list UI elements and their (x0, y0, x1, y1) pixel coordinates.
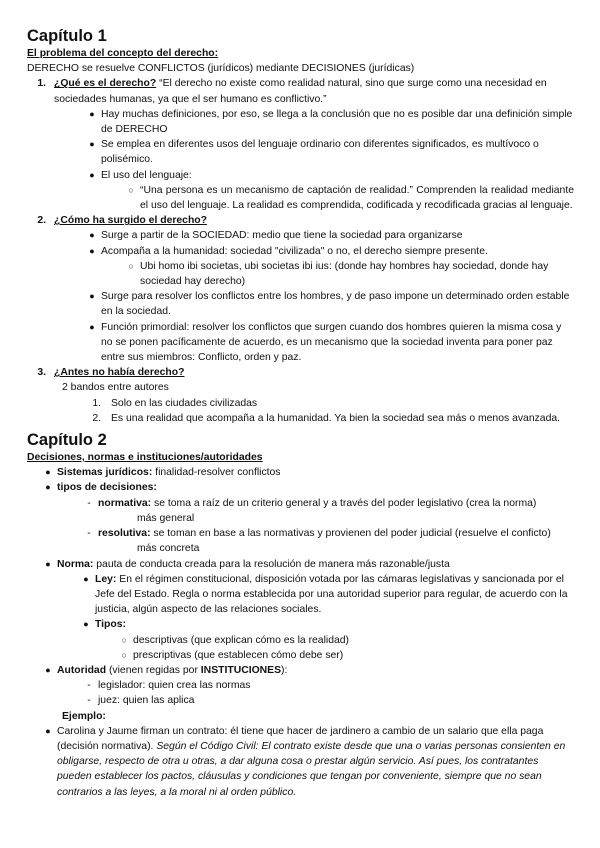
list-item: ● Carolina y Jaume firman un contrato: él tiene que hacer de jardinero a cambio de un salario que ella paga (decisión normativa). Según el Código Civil: El contrato existe desde que una o varias personas consienten en obligarse, respecto de otra u otras, a dar alguna cosa o prestar algún servicio. Así pues, los contratantes pueden establecer los pactos, cláusulas y condiciones que tengan por conveniente, siempre que no sean contrarios a las leyes, a la moral ni al orden público. (39, 724, 574, 800)
bullet-icon: ● (89, 291, 95, 302)
list-item: - normativa: se toma a raíz de un criterio general y a través del poder legislativo (crea la norma) (80, 496, 574, 511)
normativa-extra: más general (137, 512, 195, 524)
bullet-icon: ● (45, 725, 51, 736)
circle-bullet-icon: ○ (121, 649, 127, 660)
question-1-title: ¿Qué es el derecho? (54, 78, 157, 90)
resolutiva-extra: más concreta (137, 543, 200, 555)
bullet-icon: ● (83, 619, 89, 630)
chapter-2-title: Capítulo 2 (27, 431, 107, 450)
circle-bullet-icon: ○ (128, 260, 134, 271)
question-2 (32, 213, 574, 228)
dash-bullet-icon: - (87, 528, 91, 540)
example-label: Ejemplo: (62, 710, 106, 722)
question-3 (32, 365, 574, 380)
bullet-icon: ● (89, 321, 95, 332)
list-item: ● El uso del lenguaje: (83, 168, 574, 183)
question-1-text: “El derecho no existe como realidad natural, sino que surge como una necesidad en sociedades humanas, ya que el ser humano es conflictivo.” (54, 78, 547, 105)
bullet-icon: ● (89, 108, 95, 119)
list-item: ● Tipos: (77, 617, 574, 632)
list-item: - juez: quien las aplica (80, 693, 574, 708)
list-item: ● Función primordial: resolver los conflictos que surgen cuando dos hombres quieren la misma cosa y no se ponen pacíficamente de acuerdo, es un mecanismo que la sociedad inventa para poner paz entre sus miembros: Conflicto, orden y paz. (83, 320, 574, 366)
circle-bullet-icon: ○ (128, 184, 134, 195)
list-item: 1. Solo en las ciudades civilizadas (92, 397, 258, 409)
list-item: ● Autoridad (vienen regidas por INSTITUCIONES): (39, 663, 574, 678)
question-1-number: 1. (37, 78, 46, 90)
question-1 (32, 76, 574, 106)
list-item: ● Hay muchas definiciones, por eso, se llega a la conclusión que no es posible dar una definición simple de DERECHO (83, 107, 574, 137)
question-3-intro: 2 bandos entre autores (62, 382, 169, 394)
list-item: - resolutiva: se toman en base a las normativas y provienen del poder judicial (resuelve el conficto) (80, 526, 574, 541)
list-item: ● tipos de decisiones: (39, 480, 574, 495)
chapter-1-intro: DERECHO se resuelve CONFLICTOS (jurídicos) mediante DECISIONES (jurídicas) (27, 63, 415, 75)
list-item: 2. Es una realidad que acompaña a la humanidad. Ya bien la sociedad sea más o menos avanzada. (92, 412, 561, 424)
question-3-number: 3. (37, 367, 46, 379)
bullet-icon: ● (89, 230, 95, 241)
question-2-title: ¿Cómo ha surgido el derecho? (54, 215, 207, 227)
list-item: ○ prescriptivas (que establecen cómo debe ser) (115, 648, 574, 663)
bullet-icon: ● (83, 573, 89, 584)
list-item: ○ Ubi homo ibi societas, ubi societas ibi ius: (donde hay hombres hay sociedad, donde hay sociedad hay derecho) (122, 259, 574, 289)
chapter-1-section-title: El problema del concepto del derecho: (27, 48, 219, 59)
list-item: ● Surge para resolver los conflictos entre los hombres, y de paso impone un determinado orden estable en la sociedad. (83, 289, 574, 319)
chapter-1-title: Capítulo 1 (27, 27, 107, 45)
bullet-icon: ● (45, 664, 51, 675)
list-item: ● Norma: pauta de conducta creada para la resolución de manera más razonable/justa (39, 557, 574, 572)
bullet-icon: ● (45, 482, 51, 493)
question-3-title: ¿Antes no había derecho? (54, 367, 185, 379)
list-item: ● Se emplea en diferentes usos del lenguaje ordinario con diferentes significados, es multívoco o polisémico. (83, 137, 574, 167)
bullet-icon: ● (89, 245, 95, 256)
bullet-icon: ● (89, 139, 95, 150)
list-item: ● Surge a partir de la SOCIEDAD: medio que tiene la sociedad para organizarse (83, 228, 574, 243)
list-item: ● Ley: En el régimen constitucional, disposición votada por las cámaras legislativas y sancionada por el Jefe del Estado. Regla o norma establecida por una autoridad superior para regular, de acuerdo con la justicia, algún aspecto de las relaciones sociales. (77, 572, 574, 618)
dash-bullet-icon: - (87, 680, 91, 692)
list-item: ● Sistemas jurídicos: finalidad-resolver conflictos (39, 465, 574, 480)
chapter-2-section-title: Decisiones, normas e instituciones/autoridades (27, 452, 263, 464)
dash-bullet-icon: - (87, 695, 91, 707)
bullet-icon: ● (89, 169, 95, 180)
dash-bullet-icon: - (87, 497, 91, 509)
list-item: ● Acompaña a la humanidad: sociedad "civilizada" o no, el derecho siempre presente. (83, 244, 574, 259)
question-2-number: 2. (37, 215, 46, 227)
list-item: - legislador: quien crea las normas (80, 678, 574, 693)
bullet-icon: ● (45, 467, 51, 478)
bullet-icon: ● (45, 558, 51, 569)
circle-bullet-icon: ○ (121, 634, 127, 645)
list-item: ○ descriptivas (que explican cómo es la realidad) (115, 633, 574, 648)
list-item: ○ “Una persona es un mecanismo de captación de realidad.” Comprenden la realidad mediante el uso del lenguaje. La realidad es comprendida, codificada y recodificada gracias al lenguaje. (122, 183, 574, 213)
